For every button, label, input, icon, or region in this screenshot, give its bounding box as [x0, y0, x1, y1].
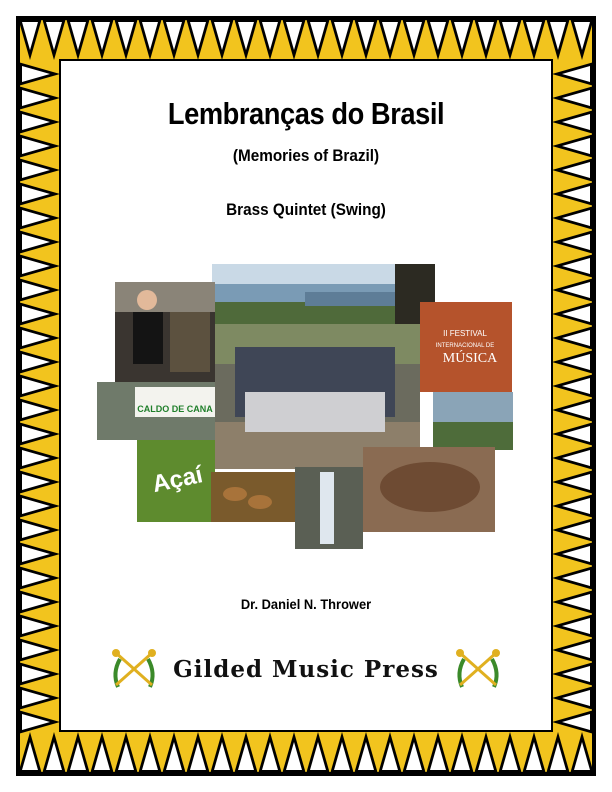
- photo-capybara: [363, 447, 495, 532]
- caldo-sign-text: CALDO DE CANA: [137, 404, 213, 414]
- festival-line2: INTERNACIONAL DE: [435, 343, 495, 349]
- festival-line1: II FESTIVAL: [443, 329, 487, 338]
- page-subtitle: (Memories of Brazil): [232, 146, 380, 165]
- photo-river: [433, 392, 513, 450]
- photo-waterfall: [295, 467, 363, 549]
- crossed-trumpets-laurel-icon: [452, 647, 504, 693]
- page-title: Lembranças do Brasil: [167, 96, 445, 131]
- author-name: Dr. Daniel N. Thrower: [240, 596, 372, 612]
- photo-food: [211, 472, 299, 522]
- ensemble-title: Brass Quintet (Swing): [226, 200, 386, 219]
- acai-sign-text: Açaí: [149, 461, 206, 499]
- photo-acai-sign: [137, 440, 215, 522]
- photo-collage: [95, 262, 515, 552]
- photo-bridge-landscape: [212, 264, 435, 332]
- photo-trumpet-player: [115, 282, 215, 382]
- photo-festival-banner: [420, 302, 512, 392]
- publisher-name: Gilded Music Press: [173, 656, 439, 683]
- festival-line3: MÚSICA: [442, 351, 498, 366]
- photo-sugarcane-sign: [97, 382, 215, 440]
